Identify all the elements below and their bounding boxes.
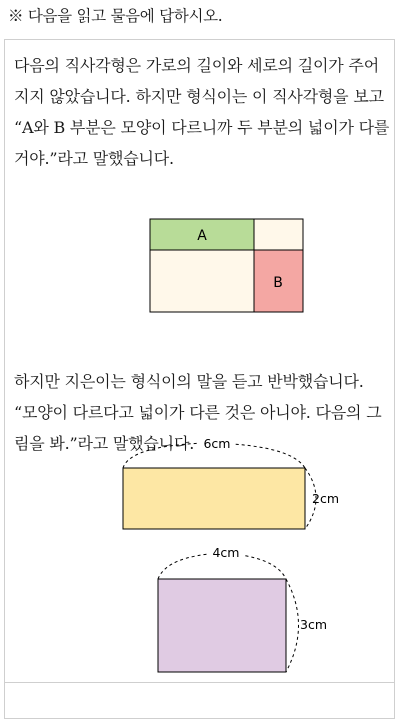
height-arc-3cm	[286, 579, 299, 672]
question-panel	[4, 39, 395, 719]
region-cream-bottom-left	[150, 250, 254, 312]
figure-comparison-rectangles	[105, 432, 365, 682]
width-label-4cm: 4cm	[212, 545, 240, 560]
paragraph-1: 다음의 직사각형은 가로의 길이와 세로의 길이가 주어지지 않았습니다. 하지만 형식이는 이 직사각형을 보고 “A와 B 부분은 모양이 다르니까 두 부분의 넓이가 다를 거야.”라고 말했습니다.	[14, 56, 390, 168]
rect-6x2	[123, 468, 305, 529]
width-label-6cm: 6cm	[203, 436, 231, 451]
rect-4x3	[158, 579, 286, 672]
height-label-3cm: 3cm	[300, 617, 328, 632]
region-cream-top-right	[254, 219, 303, 250]
label-b: B	[273, 275, 283, 291]
instruction-text: ※ 다음을 읽고 물음에 답하시오.	[8, 7, 223, 25]
height-label-2cm: 2cm	[312, 491, 340, 506]
label-a: A	[197, 228, 207, 244]
passage-box	[5, 40, 394, 683]
figure-divided-rectangle	[145, 218, 315, 316]
paragraph-2: 하지만 지은이는 형식이의 말을 듣고 반박했습니다. “모양이 다르다고 넓이가 다른 것은 아니야. 다음의 그림을 봐.”라고 말했습니다.	[14, 372, 382, 453]
